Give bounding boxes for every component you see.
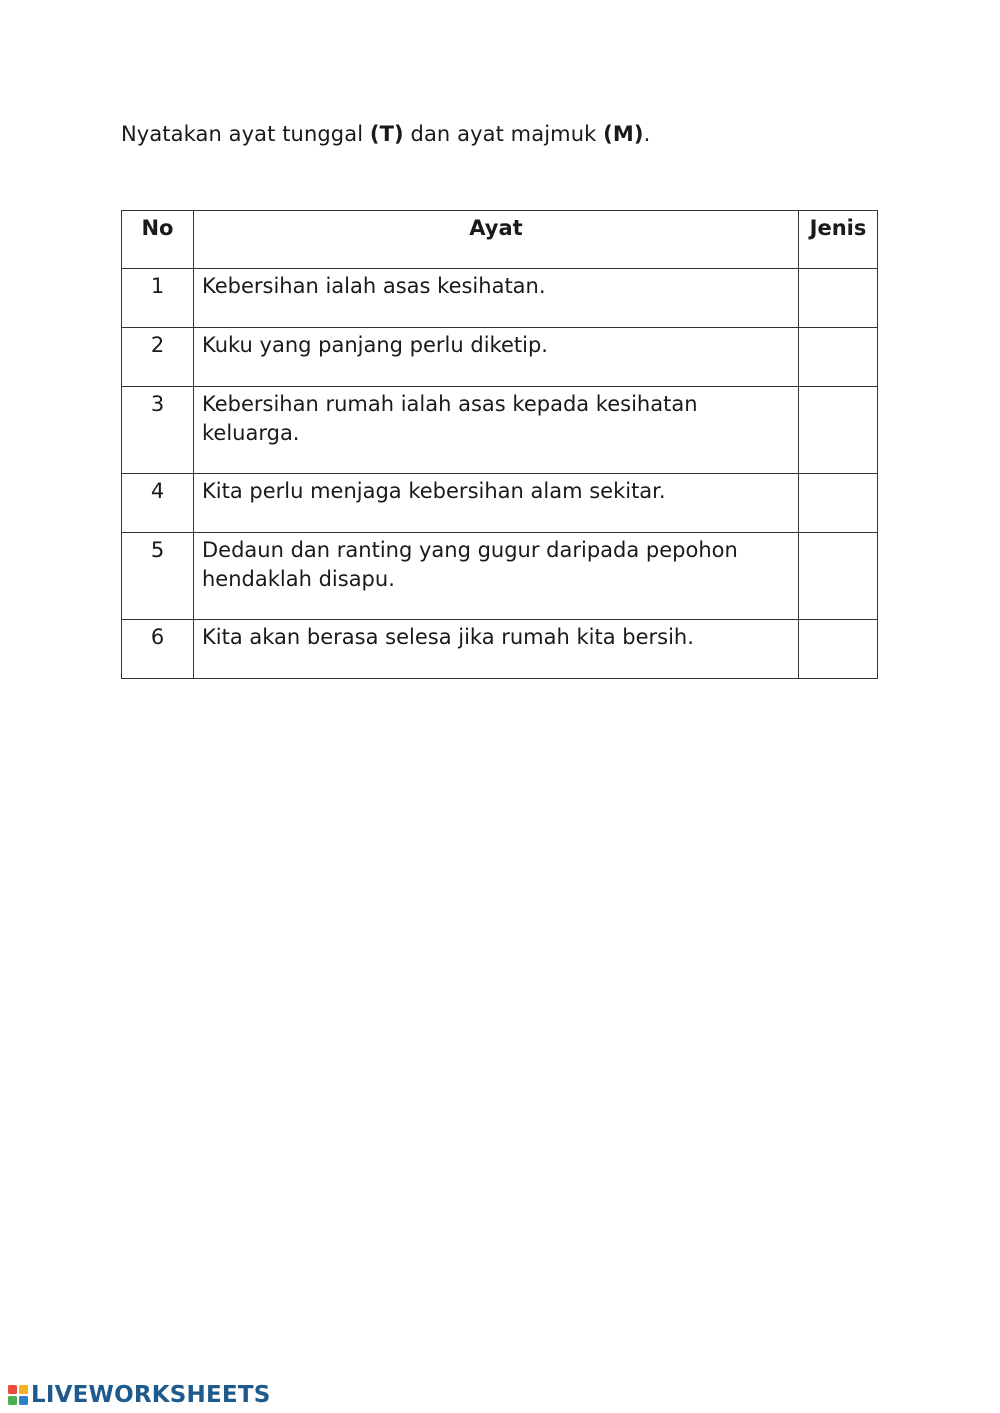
row-number: 5 <box>122 533 194 620</box>
liveworksheets-logo[interactable] <box>8 1382 270 1408</box>
table-header-row <box>122 211 878 269</box>
row-sentence: Kita akan berasa selesa jika rumah kita bersih. <box>194 620 799 679</box>
liveworksheets-logo-icon <box>8 1385 28 1405</box>
logo-tile-blue <box>19 1396 28 1405</box>
table-row <box>122 533 878 620</box>
table-row <box>122 387 878 474</box>
logo-tile-green <box>8 1396 17 1405</box>
row-number: 2 <box>122 328 194 387</box>
row-number: 1 <box>122 269 194 328</box>
table-row <box>122 269 878 328</box>
answer-cell-jenis[interactable] <box>799 533 878 620</box>
header-jenis: Jenis <box>799 211 878 269</box>
instruction-prefix: Nyatakan ayat tunggal <box>121 122 370 146</box>
answer-cell-jenis[interactable] <box>799 269 878 328</box>
header-ayat: Ayat <box>194 211 799 269</box>
row-number: 4 <box>122 474 194 533</box>
answer-cell-jenis[interactable] <box>799 474 878 533</box>
table-row <box>122 328 878 387</box>
table-row <box>122 620 878 679</box>
row-sentence: Kita perlu menjaga kebersihan alam sekitar. <box>194 474 799 533</box>
instruction-tag-tunggal: (T) <box>369 122 404 146</box>
answer-cell-jenis[interactable] <box>799 387 878 474</box>
row-sentence: Kebersihan ialah asas kesihatan. <box>194 269 799 328</box>
table-row <box>122 474 878 533</box>
instruction-text <box>121 122 650 146</box>
sentence-table <box>121 210 878 679</box>
answer-cell-jenis[interactable] <box>799 328 878 387</box>
instruction-tag-majmuk: (M) <box>603 122 644 146</box>
answer-cell-jenis[interactable] <box>799 620 878 679</box>
row-number: 6 <box>122 620 194 679</box>
header-no: No <box>122 211 194 269</box>
logo-tile-yellow <box>19 1385 28 1394</box>
instruction-middle: dan ayat majmuk <box>403 122 604 146</box>
logo-tile-red <box>8 1385 17 1394</box>
instruction-suffix: . <box>643 122 651 146</box>
row-sentence: Dedaun dan ranting yang gugur daripada pepohon hendaklah disapu. <box>194 533 799 620</box>
row-sentence: Kebersihan rumah ialah asas kepada kesihatan keluarga. <box>194 387 799 474</box>
row-sentence: Kuku yang panjang perlu diketip. <box>194 328 799 387</box>
row-number: 3 <box>122 387 194 474</box>
brand-name: LIVEWORKSHEETS <box>31 1382 271 1408</box>
